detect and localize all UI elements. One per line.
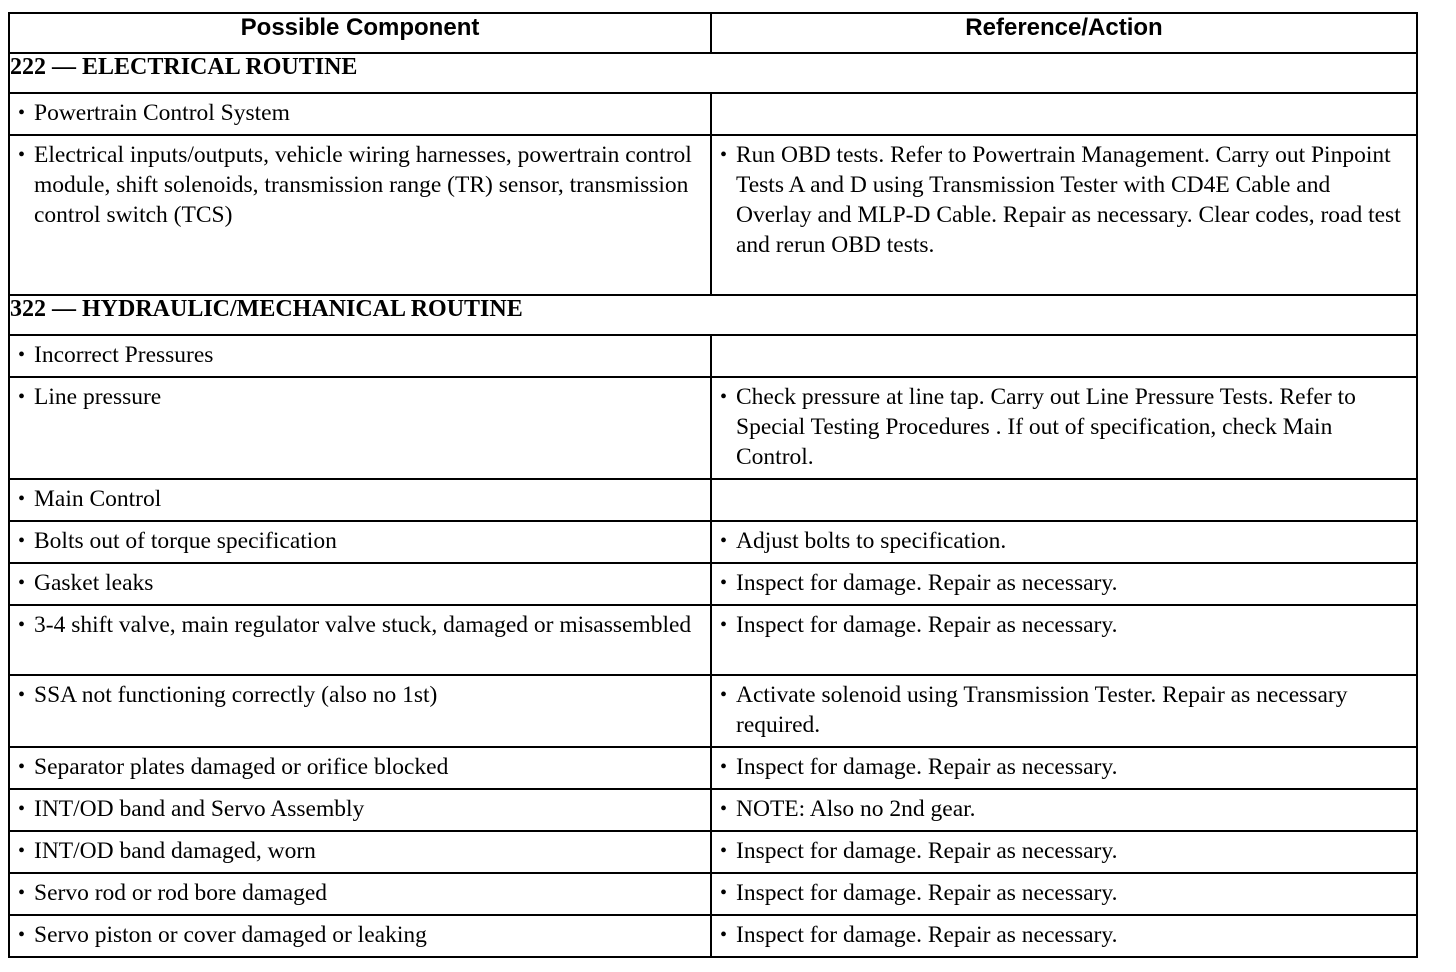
table-row bbox=[9, 831, 1417, 873]
bullet: • bbox=[18, 572, 26, 594]
bullet: • bbox=[720, 924, 728, 946]
table-row bbox=[9, 521, 1417, 563]
action-cell bbox=[711, 831, 1417, 873]
component-cell bbox=[9, 873, 711, 915]
component-text: INT/OD band damaged, worn bbox=[34, 838, 316, 864]
table-row bbox=[9, 675, 1417, 747]
section-title-electrical: 222 — ELECTRICAL ROUTINE bbox=[9, 53, 1417, 93]
action-cell bbox=[711, 335, 1417, 377]
table-row bbox=[9, 135, 1417, 295]
component-text: Main Control bbox=[34, 486, 162, 512]
action-cell bbox=[711, 377, 1417, 479]
component-text: Bolts out of torque specification bbox=[34, 528, 337, 554]
bullet: • bbox=[18, 882, 26, 904]
bullet: • bbox=[18, 144, 26, 166]
action-text: Inspect for damage. Repair as necessary. bbox=[736, 754, 1118, 780]
action-text: Adjust bolts to specification. bbox=[736, 528, 1007, 554]
bullet: • bbox=[720, 684, 728, 706]
diagnosis-table bbox=[8, 12, 1418, 958]
component-cell bbox=[9, 135, 711, 295]
bullet: • bbox=[18, 488, 26, 510]
component-cell bbox=[9, 675, 711, 747]
component-cell bbox=[9, 377, 711, 479]
bullet: • bbox=[720, 756, 728, 778]
action-cell bbox=[711, 747, 1417, 789]
component-cell bbox=[9, 789, 711, 831]
section-row bbox=[9, 53, 1417, 93]
table-row bbox=[9, 873, 1417, 915]
table-row bbox=[9, 747, 1417, 789]
component-text: Separator plates damaged or orifice blocked bbox=[34, 754, 449, 780]
table-row bbox=[9, 479, 1417, 521]
bullet: • bbox=[18, 102, 26, 124]
bullet: • bbox=[720, 798, 728, 820]
component-text: Gasket leaks bbox=[34, 570, 154, 596]
component-text: Electrical inputs/outputs, vehicle wiring harnesses, powertrain control module, shift solenoids, transmission range (TR) sensor, transmission control switch (TCS) bbox=[34, 142, 692, 228]
component-text: Powertrain Control System bbox=[34, 100, 290, 126]
component-cell bbox=[9, 747, 711, 789]
action-text: Check pressure at line tap. Carry out Line Pressure Tests. Refer to Special Testing Procedures . If out of specification, check Main Control. bbox=[736, 384, 1356, 470]
action-cell bbox=[711, 563, 1417, 605]
component-cell bbox=[9, 605, 711, 675]
section-row bbox=[9, 295, 1417, 335]
header-possible-component: Possible Component bbox=[9, 13, 711, 53]
component-cell bbox=[9, 563, 711, 605]
table-row bbox=[9, 789, 1417, 831]
action-text: Inspect for damage. Repair as necessary. bbox=[736, 838, 1118, 864]
header-reference-action: Reference/Action bbox=[711, 13, 1417, 53]
bullet: • bbox=[720, 840, 728, 862]
action-text: Inspect for damage. Repair as necessary. bbox=[736, 612, 1118, 638]
action-cell bbox=[711, 789, 1417, 831]
table-row bbox=[9, 915, 1417, 957]
bullet: • bbox=[18, 924, 26, 946]
bullet: • bbox=[18, 530, 26, 552]
action-cell bbox=[711, 93, 1417, 135]
action-cell bbox=[711, 675, 1417, 747]
bullet: • bbox=[18, 614, 26, 636]
action-cell bbox=[711, 915, 1417, 957]
bullet: • bbox=[18, 798, 26, 820]
action-text: Inspect for damage. Repair as necessary. bbox=[736, 570, 1118, 596]
bullet: • bbox=[720, 614, 728, 636]
component-text: SSA not functioning correctly (also no 1st) bbox=[34, 682, 438, 708]
action-text: Activate solenoid using Transmission Tester. Repair as necessary required. bbox=[736, 682, 1348, 738]
bullet: • bbox=[720, 572, 728, 594]
component-cell bbox=[9, 479, 711, 521]
component-text: Line pressure bbox=[34, 384, 162, 410]
bullet: • bbox=[18, 756, 26, 778]
table-row bbox=[9, 335, 1417, 377]
action-text: NOTE: Also no 2nd gear. bbox=[736, 796, 976, 822]
component-cell bbox=[9, 521, 711, 563]
action-cell bbox=[711, 135, 1417, 295]
component-cell bbox=[9, 831, 711, 873]
action-text: Inspect for damage. Repair as necessary. bbox=[736, 880, 1118, 906]
bullet: • bbox=[720, 386, 728, 408]
component-text: Incorrect Pressures bbox=[34, 342, 214, 368]
component-cell bbox=[9, 335, 711, 377]
action-cell bbox=[711, 605, 1417, 675]
bullet: • bbox=[18, 344, 26, 366]
table-row bbox=[9, 563, 1417, 605]
header-row bbox=[9, 13, 1417, 53]
table-row bbox=[9, 93, 1417, 135]
component-text: Servo rod or rod bore damaged bbox=[34, 880, 328, 906]
bullet: • bbox=[720, 882, 728, 904]
component-text: INT/OD band and Servo Assembly bbox=[34, 796, 365, 822]
component-cell bbox=[9, 915, 711, 957]
table-row bbox=[9, 605, 1417, 675]
component-text: 3-4 shift valve, main regulator valve stuck, damaged or misassembled bbox=[34, 612, 692, 638]
component-text: Servo piston or cover damaged or leaking bbox=[34, 922, 427, 948]
bullet: • bbox=[720, 530, 728, 552]
bullet: • bbox=[18, 840, 26, 862]
section-title-hydraulic: 322 — HYDRAULIC/MECHANICAL ROUTINE bbox=[9, 295, 1417, 335]
action-text: Inspect for damage. Repair as necessary. bbox=[736, 922, 1118, 948]
bullet: • bbox=[720, 144, 728, 166]
action-cell bbox=[711, 521, 1417, 563]
bullet: • bbox=[18, 386, 26, 408]
bullet: • bbox=[18, 684, 26, 706]
action-cell bbox=[711, 873, 1417, 915]
table-row bbox=[9, 377, 1417, 479]
component-cell bbox=[9, 93, 711, 135]
action-cell bbox=[711, 479, 1417, 521]
action-text: Run OBD tests. Refer to Powertrain Management. Carry out Pinpoint Tests A and D using Transmission Tester with CD4E Cable and Overlay and MLP-D Cable. Repair as necessary. Clear codes, road test and rerun OBD tests. bbox=[736, 142, 1401, 258]
